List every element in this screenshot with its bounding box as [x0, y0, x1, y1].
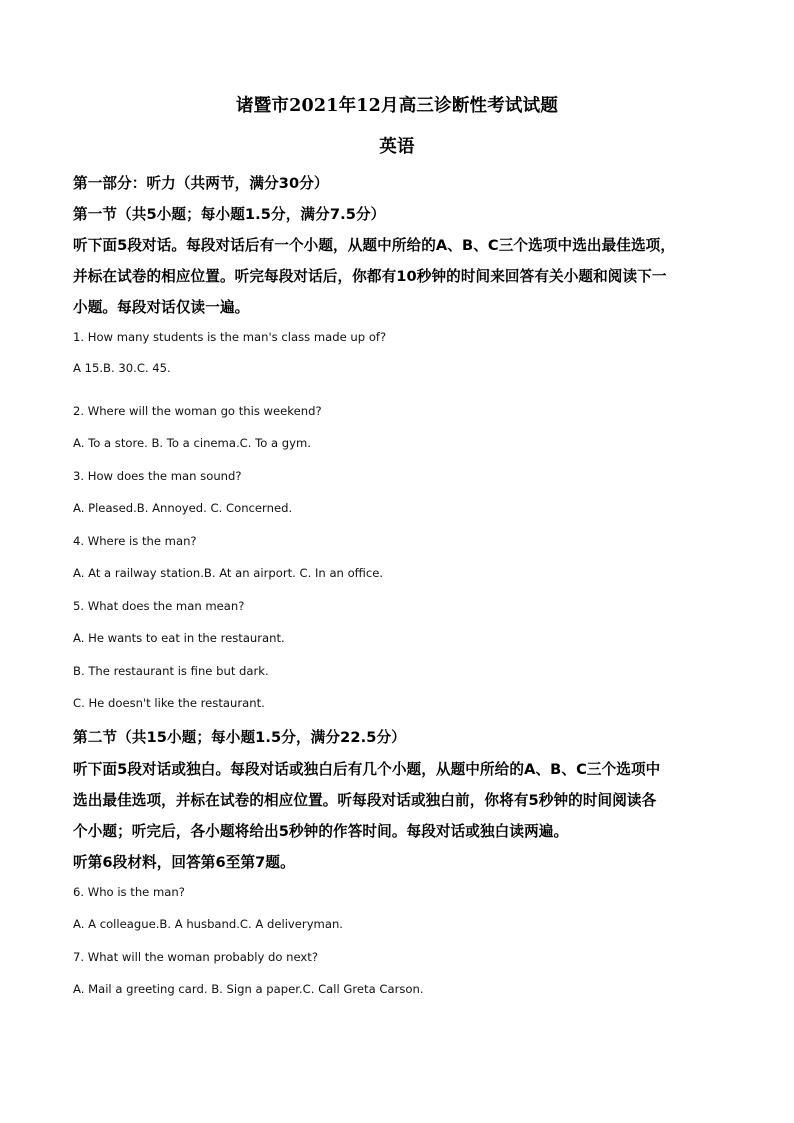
question-5: 5. What does the man mean?: [73, 599, 245, 613]
material6-heading: 听第6段材料，回答第6至第7题。: [73, 854, 295, 871]
question-1-options: A 15.B. 30.C. 45.: [73, 361, 171, 375]
subject-title: 英语: [379, 137, 415, 157]
section1-heading: 第一节（共5小题；每小题1.5分，满分7.5分）: [73, 206, 386, 223]
section1-instruction-line: 小题。每段对话仅读一遍。: [73, 299, 250, 316]
part1-heading: 第一部分：听力（共两节，满分30分）: [73, 175, 329, 192]
question-4: 4. Where is the man?: [73, 534, 197, 548]
question-4-options: A. At a railway station.B. At an airport. C. In an office.: [73, 566, 384, 580]
section2-heading: 第二节（共15小题；每小题1.5分，满分22.5分）: [73, 729, 406, 746]
question-7: 7. What will the woman probably do next?: [73, 950, 318, 964]
section2-instruction-line: 选出最佳选项，并标在试卷的相应位置。听每段对话或独白前，你将有5秒钟的时间阅读各: [73, 792, 657, 809]
question-6-options: A. A colleague.B. A husband.C. A deliveryman.: [73, 917, 343, 931]
question-3: 3. How does the man sound?: [73, 469, 242, 483]
section1-instruction-line: 并标在试卷的相应位置。听完每段对话后，你都有10秒钟的时间来回答有关小题和阅读下一: [73, 268, 667, 285]
question-7-options: A. Mail a greeting card. B. Sign a paper.C. Call Greta Carson.: [73, 982, 424, 996]
section1-instruction-line: 听下面5段对话。每段对话后有一个小题，从题中所给的A、B、C三个选项中选出最佳选项，: [73, 237, 676, 254]
exam-title: 诸暨市2021年12月高三诊断性考试试题: [235, 96, 559, 116]
question-5-option-b: B. The restaurant is fine but dark.: [73, 664, 269, 678]
question-5-option-c: C. He doesn't like the restaurant.: [73, 696, 265, 710]
question-1: 1. How many students is the man's class made up of?: [73, 330, 387, 344]
section2-instruction-line: 个小题；听完后，各小题将给出5秒钟的作答时间。每段对话或独白读两遍。: [73, 823, 569, 840]
question-5-option-a: A. He wants to eat in the restaurant.: [73, 631, 285, 645]
section2-instruction-line: 听下面5段对话或独白。每段对话或独白后有几个小题，从题中所给的A、B、C三个选项中: [73, 761, 661, 778]
question-2: 2. Where will the woman go this weekend?: [73, 404, 322, 418]
question-2-options: A. To a store. B. To a cinema.C. To a gym.: [73, 436, 311, 450]
question-6: 6. Who is the man?: [73, 885, 185, 899]
question-3-options: A. Pleased.B. Annoyed. C. Concerned.: [73, 501, 293, 515]
